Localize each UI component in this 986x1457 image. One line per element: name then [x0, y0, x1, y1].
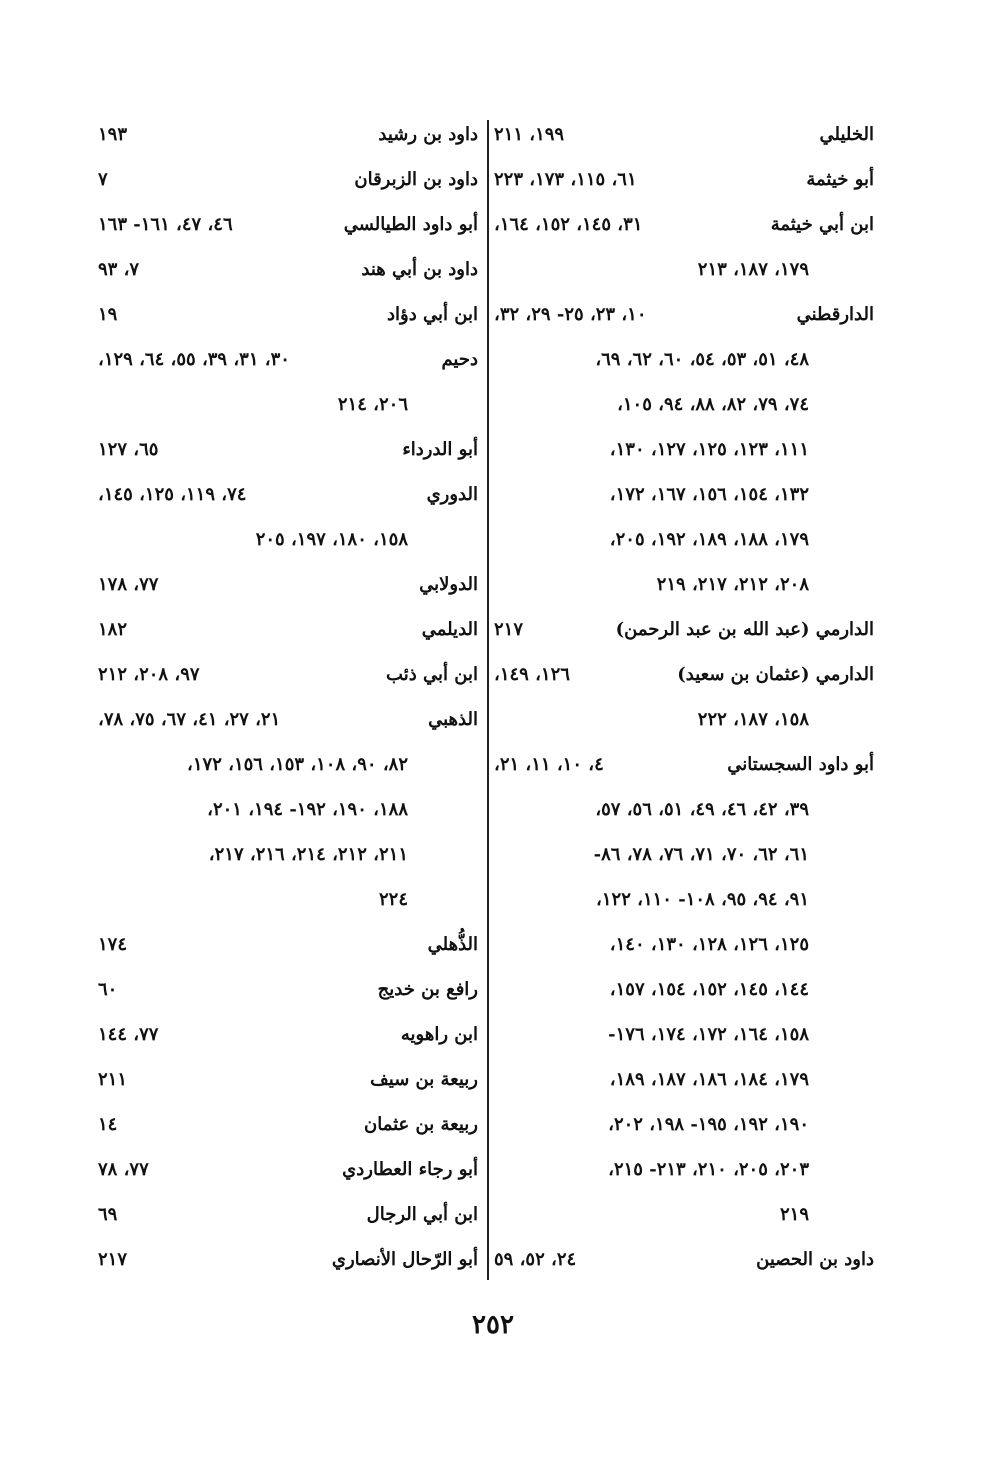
- index-entry: [98, 247, 478, 292]
- entry-name: رافع بن خديج: [377, 979, 478, 1000]
- index-entry-continuation: [494, 1192, 874, 1237]
- entry-pages: ٢١٧: [494, 619, 524, 640]
- entry-pages: ١٩٠، ١٩٢، ١٩٥- ١٩٨، ٢٠٢،: [608, 1114, 809, 1135]
- index-entry: [98, 1102, 478, 1147]
- index-entry: [98, 1192, 478, 1237]
- entry-name: ابن أبي خيثمة: [770, 214, 874, 235]
- index-entry: [98, 607, 478, 652]
- entry-name: أبو خيثمة: [806, 169, 874, 190]
- index-entry-continuation: [494, 1057, 874, 1102]
- entry-pages: ٧٧، ١٤٤: [98, 1024, 159, 1045]
- index-entry-continuation: [494, 382, 874, 427]
- entry-name: الدوري: [426, 484, 478, 505]
- index-entry: [98, 922, 478, 967]
- entry-pages: ٤، ١٠، ١١، ٢١،: [494, 754, 604, 775]
- entry-pages: ٧٤، ٧٩، ٨٢، ٨٨، ٩٤، ١٠٥،: [617, 394, 809, 415]
- index-entry-continuation: [494, 1012, 874, 1057]
- entry-pages: ١٧٤: [98, 934, 128, 955]
- index-entry: [98, 157, 478, 202]
- entry-pages: ٢٢٤: [378, 889, 408, 910]
- index-entry-continuation: [494, 922, 874, 967]
- index-entry-continuation: [98, 742, 478, 787]
- entry-name: دحيم: [441, 349, 478, 370]
- entry-name: أبو الدرداء: [402, 439, 478, 460]
- index-entry-continuation: [494, 877, 874, 922]
- entry-name: الذُّهلي: [427, 934, 478, 955]
- column-divider: [487, 120, 489, 1280]
- entry-name: أبو الرّحال الأنصاري: [331, 1249, 478, 1270]
- index-entry: [494, 202, 874, 247]
- index-entry: [98, 652, 478, 697]
- entry-pages: ١٢٦، ١٤٩،: [494, 664, 570, 685]
- entry-pages: ٣٩، ٤٢، ٤٦، ٤٩، ٥١، ٥٦، ٥٧،: [595, 799, 809, 820]
- left-column: [98, 112, 478, 1282]
- entry-pages: ٩١، ٩٤، ٩٥، ١٠٨- ١١٠، ١٢٢،: [596, 889, 809, 910]
- entry-name: الدارمي (عثمان بن سعيد): [677, 664, 874, 685]
- index-entry: [98, 967, 478, 1012]
- page-number: ٢٥٢: [472, 1310, 514, 1340]
- index-entry-continuation: [98, 517, 478, 562]
- entry-name: ابن أبي دؤاد: [387, 304, 478, 325]
- entry-pages: ٢١١، ٢١٢، ٢١٤، ٢١٦، ٢١٧،: [208, 844, 408, 865]
- entry-pages: ١٩: [98, 304, 118, 325]
- entry-pages: ١٨٨، ١٩٠، ١٩٢- ١٩٤، ٢٠١،: [207, 799, 408, 820]
- index-entry-continuation: [98, 877, 478, 922]
- entry-pages: ٦٩: [98, 1204, 118, 1225]
- entry-pages: ٢٠٦، ٢١٤: [337, 394, 408, 415]
- index-entry-continuation: [494, 427, 874, 472]
- entry-pages: ٢٠٣، ٢٠٥، ٢١٠، ٢١٣- ٢١٥،: [608, 1159, 809, 1180]
- entry-pages: ١٧٩، ١٨٧، ٢١٣: [697, 259, 809, 280]
- index-entry-continuation: [494, 787, 874, 832]
- entry-name: الخليلي: [819, 124, 874, 145]
- index-entry: [98, 202, 478, 247]
- index-entry: [494, 742, 874, 787]
- index-entry: [98, 472, 478, 517]
- index-entry: [98, 337, 478, 382]
- index-entry: [98, 1012, 478, 1057]
- entry-name: ابن أبي الرجال: [366, 1204, 478, 1225]
- entry-pages: ١٤٤، ١٤٥، ١٥٢، ١٥٤، ١٥٧،: [609, 979, 809, 1000]
- index-entry: [98, 697, 478, 742]
- index-entry: [494, 157, 874, 202]
- entry-pages: ١٣٢، ١٥٤، ١٥٦، ١٦٧، ١٧٢،: [609, 484, 809, 505]
- index-entry-continuation: [494, 337, 874, 382]
- entry-name: الدارمي (عبد الله بن عبد الرحمن): [615, 619, 874, 640]
- entry-pages: ٢٤، ٥٢، ٥٩: [494, 1249, 577, 1270]
- entry-pages: ٢١٩: [779, 1204, 809, 1225]
- index-entry-continuation: [494, 247, 874, 292]
- entry-name: أبو رجاء العطاردي: [342, 1159, 478, 1180]
- entry-pages: ٧: [98, 169, 108, 190]
- index-entry-continuation: [494, 517, 874, 562]
- index-entry-continuation: [494, 967, 874, 1012]
- right-column: [494, 112, 874, 1282]
- entry-pages: ١٤: [98, 1114, 118, 1135]
- entry-pages: ١٨٢: [98, 619, 128, 640]
- entry-pages: ٧، ٩٣: [98, 259, 140, 280]
- entry-pages: ١٩٩، ٢١١: [494, 124, 565, 145]
- entry-name: داود بن الحصين: [756, 1249, 874, 1270]
- index-entry: [98, 1147, 478, 1192]
- entry-pages: ٦١، ٦٢، ٧٠، ٧١، ٧٦، ٧٨، ٨٦-: [593, 844, 809, 865]
- index-entry-continuation: [494, 697, 874, 742]
- entry-name: أبو داود السجستاني: [727, 754, 874, 775]
- index-entry-continuation: [98, 832, 478, 877]
- index-entry: [494, 292, 874, 337]
- index-entry-continuation: [494, 1147, 874, 1192]
- entry-pages: ١٥٨، ١٨٠، ١٩٧، ٢٠٥: [255, 529, 408, 550]
- index-entry: [494, 112, 874, 157]
- entry-name: ربيعة بن سيف: [370, 1069, 478, 1090]
- entry-name: داود بن رشيد: [378, 124, 478, 145]
- entry-name: الدولابي: [419, 574, 478, 595]
- entry-name: ابن أبي ذئب: [386, 664, 478, 685]
- entry-pages: ٣١، ١٤٥، ١٥٢، ١٦٤،: [494, 214, 643, 235]
- index-entry: [494, 652, 874, 697]
- entry-name: أبو داود الطيالسي: [343, 214, 478, 235]
- index-entry: [98, 427, 478, 472]
- entry-pages: ٢١١: [98, 1069, 128, 1090]
- entry-name: ابن راهويه: [400, 1024, 478, 1045]
- entry-pages: ١٢٥، ١٢٦، ١٢٨، ١٣٠، ١٤٠،: [609, 934, 809, 955]
- index-entry-continuation: [494, 832, 874, 877]
- entry-pages: ٦١، ١١٥، ١٧٣، ٢٢٣: [494, 169, 637, 190]
- index-entry-continuation: [494, 1102, 874, 1147]
- entry-pages: ٤٦، ٤٧، ١٦١- ١٦٣: [98, 214, 233, 235]
- index-entry: [494, 607, 874, 652]
- entry-pages: ١٠، ٢٣، ٢٥- ٢٩، ٣٢،: [494, 304, 647, 325]
- index-entry: [98, 562, 478, 607]
- index-entry: [98, 112, 478, 157]
- entry-pages: ١٥٨، ١٨٧، ٢٢٢: [697, 709, 809, 730]
- entry-pages: ٢٠٨، ٢١٢، ٢١٧، ٢١٩: [656, 574, 809, 595]
- entry-name: الذهبي: [428, 709, 478, 730]
- entry-name: الدارقطني: [796, 304, 874, 325]
- index-entry-continuation: [98, 787, 478, 832]
- entry-pages: ١٧٩، ١٨٨، ١٨٩، ١٩٢، ٢٠٥،: [609, 529, 809, 550]
- index-entry-continuation: [98, 382, 478, 427]
- entry-pages: ١١١، ١٢٣، ١٢٥، ١٢٧، ١٣٠،: [609, 439, 809, 460]
- entry-name: الديلمي: [421, 619, 478, 640]
- entry-pages: ٧٧، ٧٨: [98, 1159, 149, 1180]
- entry-name: داود بن أبي هند: [361, 259, 478, 280]
- index-entry-continuation: [494, 562, 874, 607]
- entry-pages: ٩٧، ٢٠٨، ٢١٢: [98, 664, 200, 685]
- entry-name: ربيعة بن عثمان: [364, 1114, 478, 1135]
- entry-pages: ٤٨، ٥١، ٥٣، ٥٤، ٦٠، ٦٢، ٦٩،: [595, 349, 809, 370]
- entry-pages: ١٩٣: [98, 124, 128, 145]
- index-entry: [98, 292, 478, 337]
- entry-name: داود بن الزبرقان: [354, 169, 478, 190]
- entry-pages: ٦٥، ١٢٧: [98, 439, 159, 460]
- entry-pages: ٨٢، ٩٠، ١٠٨، ١٥٣، ١٥٦، ١٧٢،: [187, 754, 408, 775]
- entry-pages: ١٧٩، ١٨٤، ١٨٦، ١٨٧، ١٨٩،: [609, 1069, 809, 1090]
- index-entry: [494, 1237, 874, 1282]
- index-entry: [98, 1057, 478, 1102]
- entry-pages: ٣٠، ٣١، ٣٩، ٥٥، ٦٤، ١٢٩،: [98, 349, 290, 370]
- entry-pages: ١٥٨، ١٦٤، ١٧٢، ١٧٤، ١٧٦-: [608, 1024, 809, 1045]
- entry-pages: ٢١، ٢٧، ٤١، ٦٧، ٧٥، ٧٨،: [98, 709, 281, 730]
- entry-pages: ٢١٧: [98, 1249, 128, 1270]
- entry-pages: ٦٠: [98, 979, 118, 1000]
- entry-pages: ٧٤، ١١٩، ١٢٥، ١٤٥،: [98, 484, 247, 505]
- index-entry: [98, 1237, 478, 1282]
- entry-pages: ٧٧، ١٧٨: [98, 574, 159, 595]
- index-entry-continuation: [494, 472, 874, 517]
